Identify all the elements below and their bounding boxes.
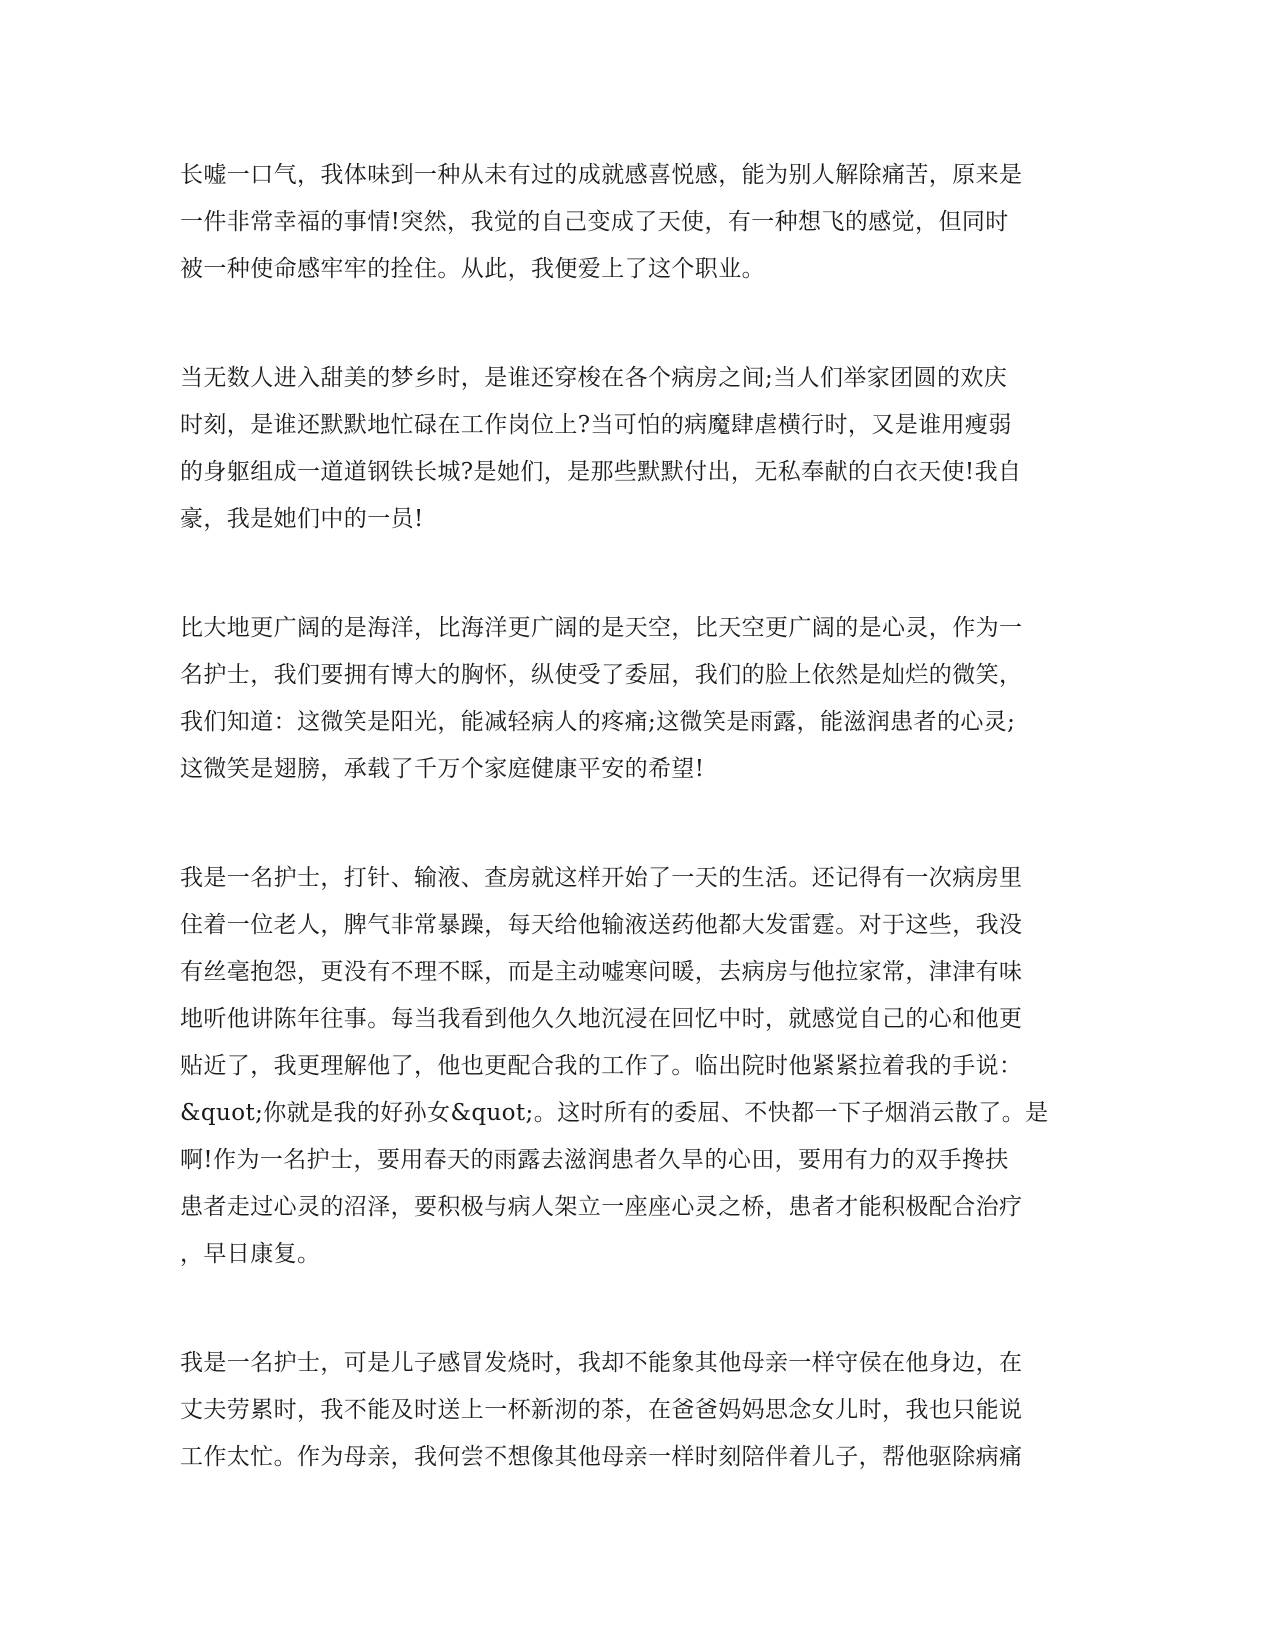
text-line: 我是一名护士，打针、输液、查房就这样开始了一天的生活。还记得有一次病房里 — [180, 865, 1023, 891]
text-line: 患者走过心灵的沼泽，要积极与病人架立一座座心灵之桥，患者才能积极配合治疗 — [180, 1194, 1023, 1220]
text-line: 比大地更广阔的是海洋，比海洋更广阔的是天空，比天空更广阔的是心灵，作为一 — [180, 615, 1023, 641]
text-line: 地听他讲陈年往事。每当我看到他久久地沉浸在回忆中时，就感觉自己的心和他更 — [180, 1006, 1023, 1032]
text-line: 名护士，我们要拥有博大的胸怀，纵使受了委屈，我们的脸上依然是灿烂的微笑， — [180, 662, 1023, 688]
text-line: 一件非常幸福的事情!突然，我觉的自己变成了天使，有一种想飞的感觉，但同时 — [180, 209, 1009, 235]
text-line: 豪，我是她们中的一员! — [180, 506, 424, 532]
paragraph-3 — [180, 605, 1050, 793]
text-line: 这微笑是翅膀，承载了千万个家庭健康平安的希望! — [180, 756, 705, 782]
text-line: 长嘘一口气，我体味到一种从未有过的成就感喜悦感，能为别人解除痛苦，原来是 — [180, 162, 1023, 188]
paragraph-4 — [180, 855, 1050, 1278]
text-line: 我是一名护士，可是儿子感冒发烧时，我却不能象其他母亲一样守侯在他身边，在 — [180, 1350, 1023, 1376]
text-line: ，早日康复。 — [180, 1241, 321, 1267]
text-line: 有丝毫抱怨，更没有不理不睬，而是主动嘘寒问暖，去病房与他拉家常，津津有味 — [180, 959, 1023, 985]
paragraph-1 — [180, 152, 1050, 293]
text-line: 贴近了，我更理解他了，他也更配合我的工作了。临出院时他紧紧拉着我的手说： — [180, 1053, 1023, 1079]
text-line: 丈夫劳累时，我不能及时送上一杯新沏的茶，在爸爸妈妈思念女儿时，我也只能说 — [180, 1397, 1023, 1423]
text-line: 工作太忙。作为母亲，我何尝不想像其他母亲一样时刻陪伴着儿子，帮他驱除病痛 — [180, 1444, 1023, 1470]
text-line: &quot;你就是我的好孙女&quot;。这时所有的委屈、不快都一下子烟消云散了。是 — [180, 1100, 1049, 1126]
text-line: 的身躯组成一道道钢铁长城?是她们，是那些默默付出，无私奉献的白衣天使!我自 — [180, 459, 1022, 485]
paragraph-5 — [180, 1340, 1050, 1481]
text-line: 被一种使命感牢牢的拴住。从此，我便爱上了这个职业。 — [180, 256, 765, 282]
text-line: 我们知道：这微笑是阳光，能减轻病人的疼痛;这微笑是雨露，能滋润患者的心灵; — [180, 709, 1016, 735]
text-line: 当无数人进入甜美的梦乡时，是谁还穿梭在各个病房之间;当人们举家团圆的欢庆 — [180, 365, 1008, 391]
document-page — [180, 152, 1050, 1543]
paragraph-2 — [180, 355, 1050, 543]
text-line: 时刻，是谁还默默地忙碌在工作岗位上?当可怕的病魔肆虐横行时，又是谁用瘦弱 — [180, 412, 1012, 438]
text-line: 住着一位老人，脾气非常暴躁，每天给他输液送药他都大发雷霆。对于这些，我没 — [180, 912, 1023, 938]
text-line: 啊!作为一名护士，要用春天的雨露去滋润患者久旱的心田，要用有力的双手搀扶 — [180, 1147, 1009, 1173]
